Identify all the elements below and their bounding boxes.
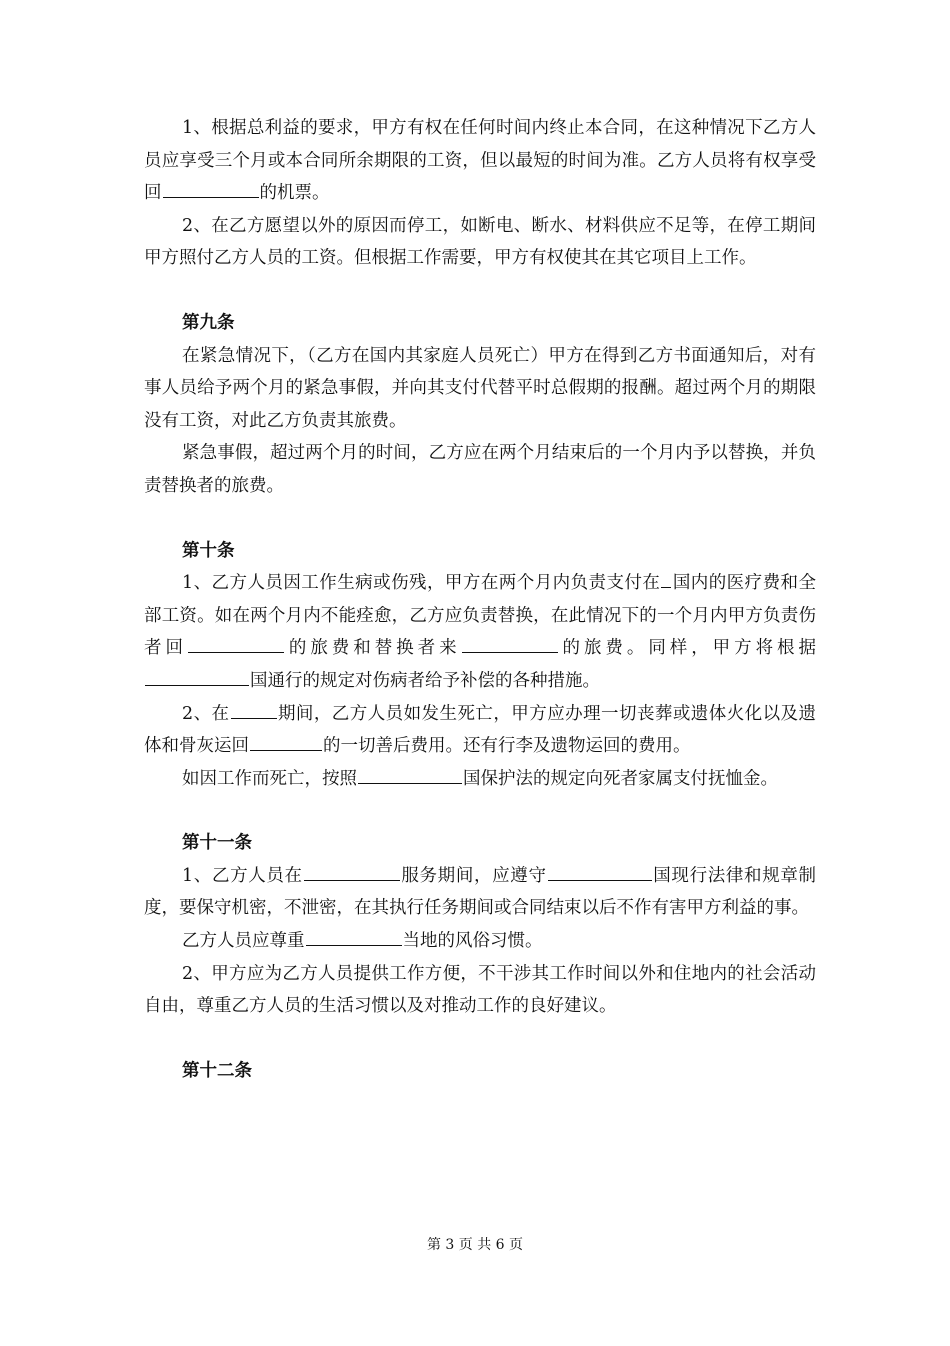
- blank-line: [188, 636, 284, 653]
- blank-line: [145, 669, 249, 686]
- blank-line: [306, 929, 402, 946]
- clause-9-heading: 第九条: [182, 312, 235, 333]
- blank-line: [661, 571, 671, 588]
- clause-11-item-2: 2、甲方应为乙方人员提供工作方便，不干涉其工作时间以外和住地内的社会活动自由，尊重乙方人员的生活习惯以及对推动工作的良好建议。: [144, 963, 816, 1017]
- page-footer: 第 3 页 共 6 页: [426, 1237, 524, 1253]
- blank-line: [548, 864, 652, 881]
- clause-12-heading: 第十二条: [182, 1060, 252, 1081]
- blank-line: [358, 767, 462, 784]
- clause-9-para-1: 在紧急情况下，（乙方在国内其家庭人员死亡）甲方在得到乙方书面通知后，对有事人员给予两个月的紧急事假，并向其支付代替平时总假期的报酬。超过两个月的期限没有工资，对此乙方负责其旅费。: [144, 345, 816, 431]
- blank-line: [231, 702, 277, 719]
- blank-line: [163, 181, 259, 198]
- blank-line: [462, 636, 558, 653]
- clause-8-item-1: 1、根据总利益的要求，甲方有权在任何时间内终止本合同，在这种情况下乙方人员应享受三个月或本合同所余期限的工资，但以最短的时间为准。乙方人员将有权享受回 的机票。: [144, 118, 816, 204]
- clause-8-item-2: 2、在乙方愿望以外的原因而停工，如断电、断水、材料供应不足等，在停工期间甲方照付乙方人员的工资。但根据工作需要，甲方有权使其在其它项目上工作。: [144, 215, 816, 269]
- clause-10-item-2: 2、在 期间，乙方人员如发生死亡，甲方应办理一切丧葬或遗体火化以及遗体和骨灰运回 的一切善后费用。还有行李及遗物运回的费用。: [144, 703, 817, 757]
- clause-10-para-3: 如因工作而死亡，按照 国保护法的规定向死者家属支付抚恤金。: [182, 768, 778, 789]
- blank-line: [250, 734, 322, 751]
- clause-11-heading: 第十一条: [182, 833, 252, 854]
- clause-11-item-1: 1、乙方人员在 服务期间，应遵守 国现行法律和规章制度，要保守机密，不泄密，在其执行任务期间或合同结束以后不作有害甲方利益的事。: [144, 865, 816, 919]
- clause-11-para-2: 乙方人员应尊重 当地的风俗习惯。: [182, 931, 543, 952]
- clause-10-item-1: 1、乙方人员因工作生病或伤残，甲方在两个月内负责支付在 国内的医疗费和全部工资。如在两个月内不能痊愈，乙方应负责替换，在此情况下的一个月内甲方负责伤者回 的旅费和替换者来 的旅费。同样，甲方将根据国通行的规定对伤病者给予补偿的各种措施。: [144, 573, 817, 691]
- blank-line: [304, 864, 400, 881]
- clause-10-heading: 第十条: [182, 540, 235, 561]
- document-body: [144, 112, 816, 1087]
- clause-9-para-2: 紧急事假，超过两个月的时间，乙方应在两个月结束后的一个月内予以替换，并负责替换者的旅费。: [144, 443, 816, 496]
